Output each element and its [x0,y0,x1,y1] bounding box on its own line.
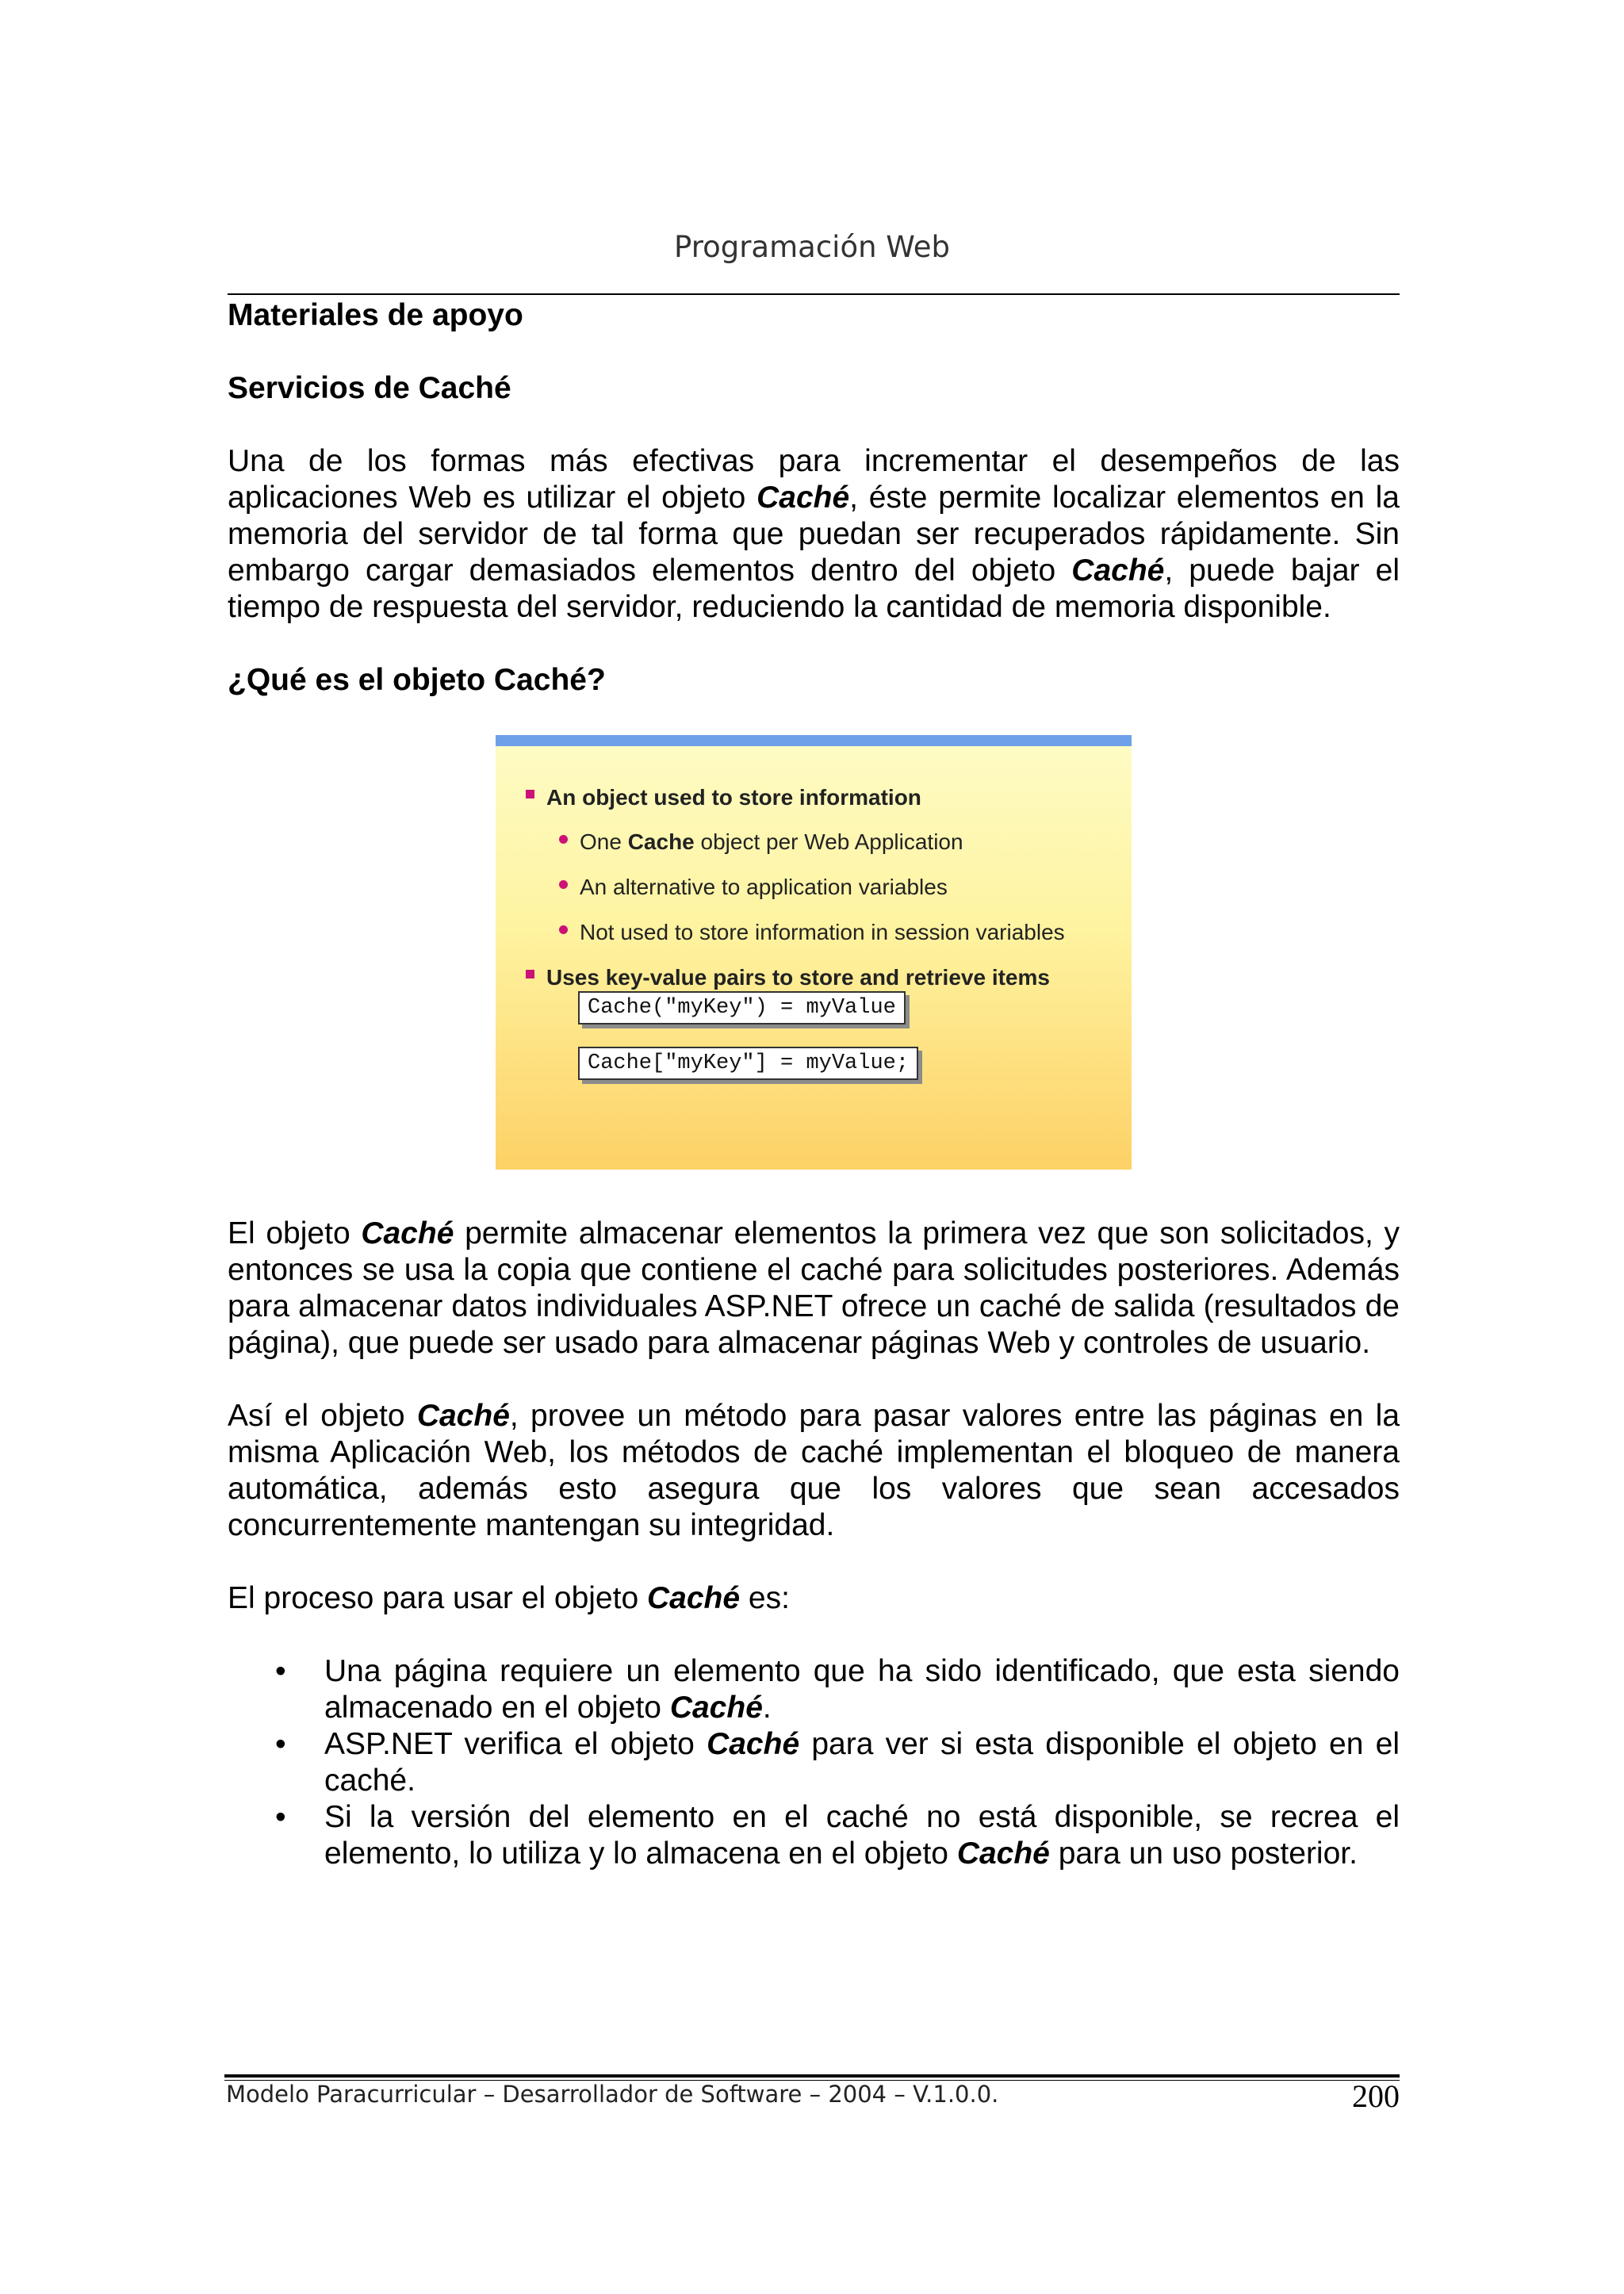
text-run: para ver si esta disponible el objeto en el caché. [324,1727,1400,1798]
page-content [228,297,1400,1872]
text-run: Así el objeto [228,1399,417,1433]
bullet-icon: • [275,1727,286,1761]
process-steps-list [228,1653,1400,1872]
square-bullet-icon [526,970,534,978]
bullet-icon: • [275,1654,286,1688]
emphasis-cache: Caché [756,481,850,515]
dot-bullet-icon [559,925,568,934]
slide-bullet-2: Uses key-value pairs to store and retrieve items [546,965,1050,990]
emphasis-cache: Caché [416,1399,510,1433]
text-run: Si la versión del elemento en el caché no está disponible, se recrea el elemento, lo utiliza y lo almacena en el objeto [324,1800,1400,1871]
page-number: 200 [1352,2078,1400,2114]
slide-sub-bullet-2: An alternative to application variables [580,875,948,899]
text-run: object per Web Application [694,829,963,854]
code-sample-vb: Cache("myKey") = myValue [578,991,906,1024]
paragraph-2 [228,1216,1400,1361]
text-run: ASP.NET verifica el objeto [324,1727,707,1761]
running-header: Programación Web [674,230,950,264]
text-run: , éste permite localizar elementos en la memoria del servidor de tal forma que puedan ser recuperados rápidamente. Sin embargo cargar demasiados elementos dentro del objeto [228,481,1400,588]
text-run: One [580,829,628,854]
text-run: permite almacenar elementos la primera vez que son solicitados, y entonces se usa la copia que contiene el caché para solicitudes posteriores. Además para almacenar datos individuales ASP.NET ofrece un caché de salida (resultados de página), que puede ser usado para almacenar páginas Web y controles de usuario. [228,1216,1400,1360]
question-heading: ¿Qué es el objeto Caché? [228,663,606,697]
slide-sub-bullet-3: Not used to store information in session variables [580,920,1065,944]
text-run-bold: Cache [627,829,695,854]
code-sample-csharp: Cache["myKey"] = myValue; [578,1047,918,1080]
emphasis-cache: Caché [361,1216,454,1250]
slide-image [496,735,1132,1170]
list-item [228,1653,1400,1726]
dot-bullet-icon [559,880,568,889]
text-run: El proceso para usar el objeto [228,1581,647,1615]
slide-top-bar [496,735,1132,746]
emphasis-cache: Caché [646,1581,741,1615]
square-bullet-icon [526,790,534,798]
text-run: El objeto [228,1216,362,1250]
text-run: Una de los formas más efectivas para incrementar el desempeños de las aplicaciones Web es utilizar el objeto [228,444,1400,515]
subsection-title: Servicios de Caché [228,371,511,405]
emphasis-cache: Caché [1071,553,1165,588]
slide-bullet-1: An object used to store information [546,785,921,810]
footer-rule [224,2074,1400,2078]
slide-sub-bullet-1 [580,824,963,860]
text-run: , provee un método para pasar valores entre las páginas en la misma Aplicación Web, los métodos de caché implementan el bloqueo de manera automática, además esto asegura que los valores que sean accesados concurrentemente mantengan su integridad. [228,1399,1400,1542]
text-run: Una página requiere un elemento que ha sido identificado, que esta siendo almacenado en el objeto [324,1654,1400,1725]
text-run: es: [740,1581,790,1615]
section-title: Materiales de apoyo [228,298,523,332]
paragraph-3 [228,1398,1400,1544]
slide-figure [228,735,1400,1179]
list-item [228,1726,1400,1799]
running-footer: Modelo Paracurricular – Desarrollador de Software – 2004 – V.1.0.0. [226,2081,999,2108]
text-run: para un uso posterior. [1049,1836,1358,1871]
emphasis-cache: Caché [669,1691,763,1725]
dot-bullet-icon [559,835,568,844]
text-run: , puede bajar el tiempo de respuesta del servidor, reduciendo la cantidad de memoria disponible. [228,553,1400,624]
list-item [228,1799,1400,1872]
bullet-icon: • [275,1800,286,1834]
text-run: . [762,1691,772,1725]
header-rule [228,293,1400,295]
emphasis-cache: Caché [956,1836,1050,1871]
emphasis-cache: Caché [707,1727,800,1761]
paragraph-4 [228,1580,1400,1617]
paragraph-1 [228,443,1400,626]
